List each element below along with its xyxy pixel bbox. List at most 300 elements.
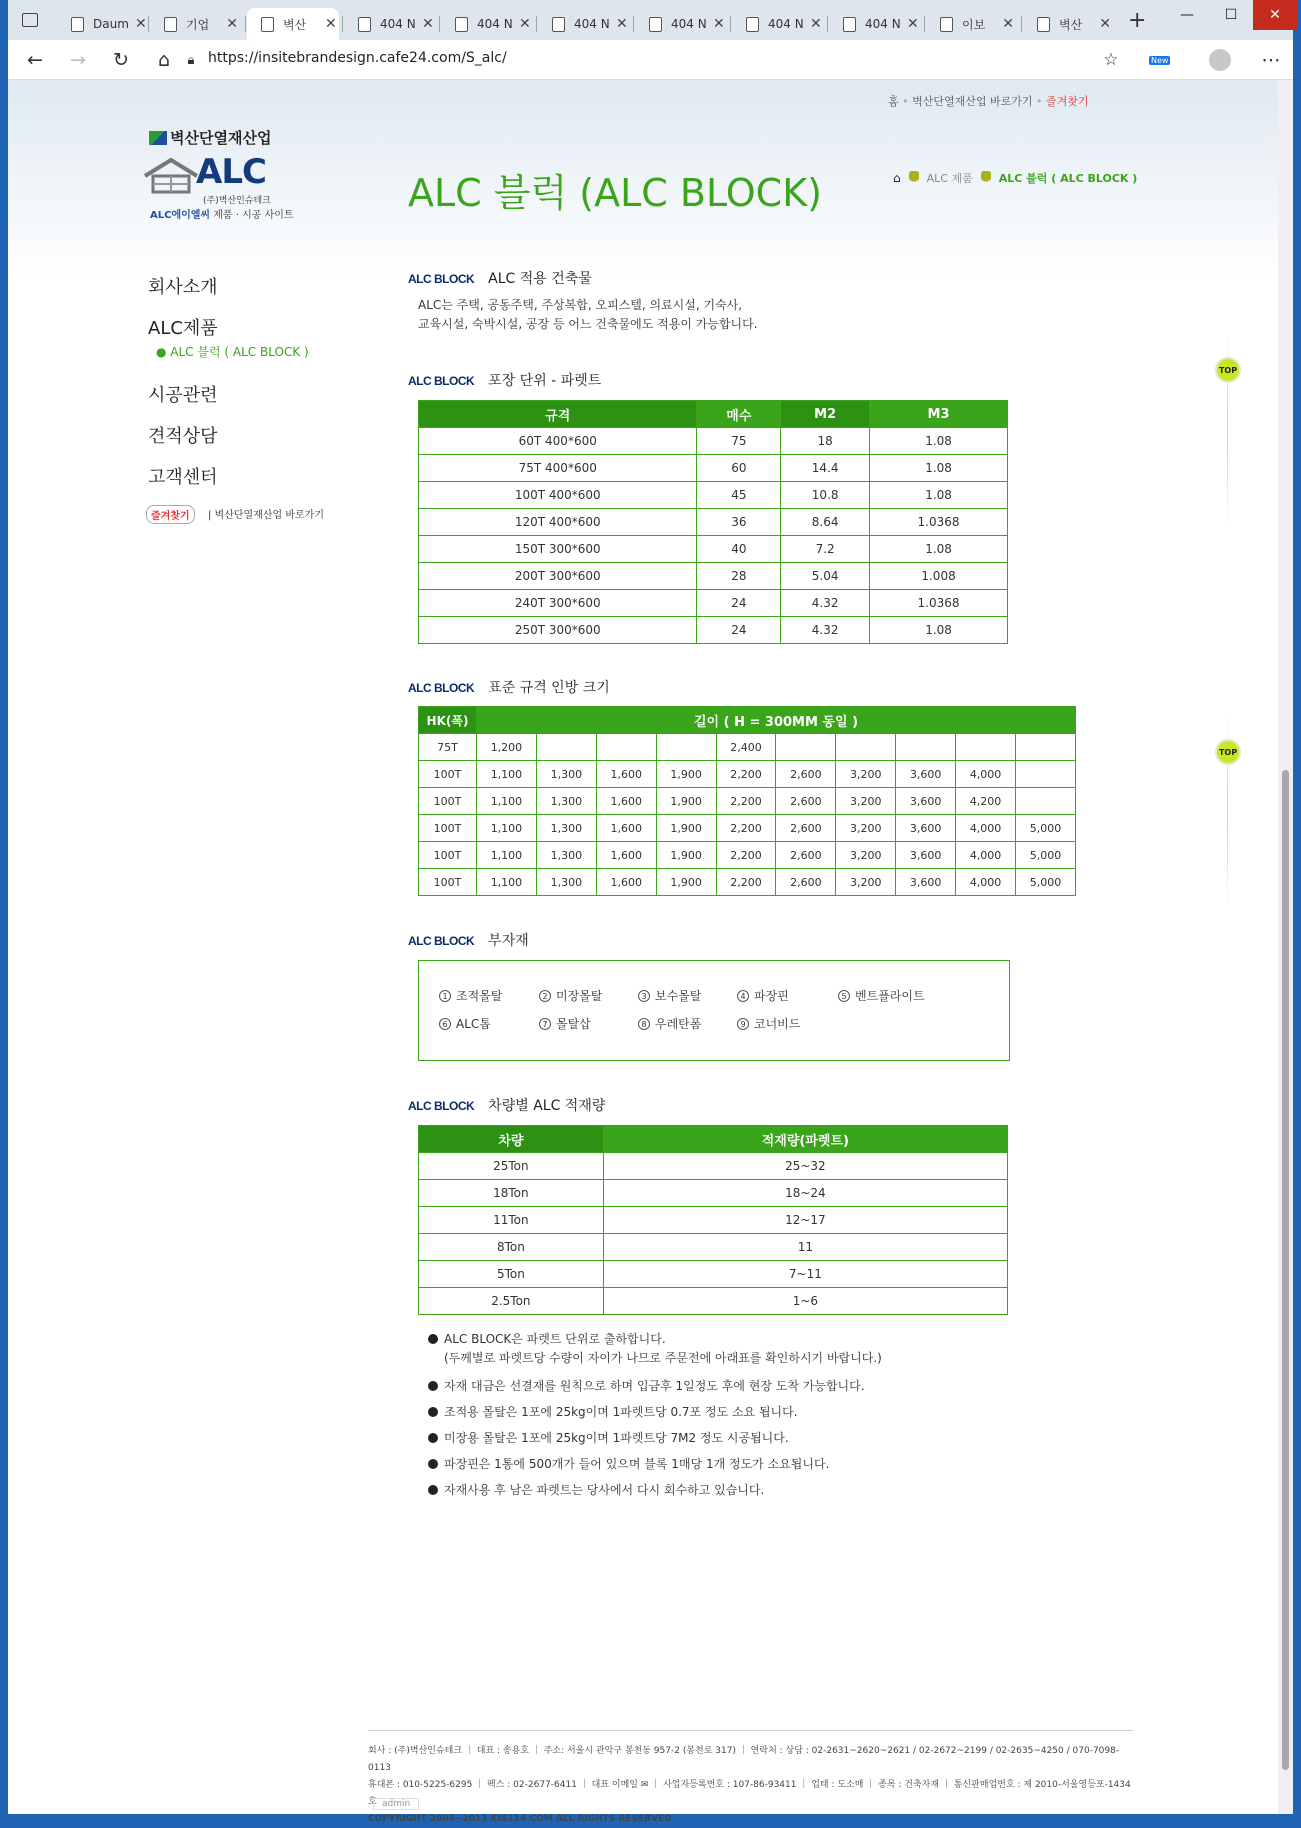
browser-tab[interactable]: [57, 8, 145, 40]
browser-tab[interactable]: [926, 8, 1014, 40]
more-menu-icon[interactable]: ⋯: [1261, 49, 1281, 71]
table-cell: 1,100: [477, 815, 537, 842]
number-badge: 8: [638, 1018, 650, 1030]
tab-close-icon[interactable]: ✕: [907, 16, 919, 32]
table-row: [419, 734, 1076, 761]
refresh-icon[interactable]: ↻: [113, 49, 129, 71]
tab-close-icon[interactable]: ✕: [519, 16, 531, 32]
company-logo[interactable]: [149, 127, 271, 148]
table-cell: 1.008: [870, 563, 1008, 590]
table-cell: 4,000: [956, 761, 1016, 788]
accessory-label: 조적몰탈: [456, 989, 503, 1003]
accessory-item: [539, 1015, 591, 1032]
table-cell: 1,600: [596, 815, 656, 842]
breadcrumb-item-current[interactable]: ALC 블럭 ( ALC BLOCK ): [998, 172, 1138, 185]
table-cell: 3,200: [836, 869, 896, 896]
table-cell: 1,100: [477, 761, 537, 788]
table-cell: 75T: [419, 734, 477, 761]
table-cell: 240T 300*600: [419, 590, 697, 617]
table-cell: 5.04: [781, 563, 870, 590]
section-tag: ALC BLOCK: [408, 272, 475, 286]
table-row: [419, 761, 1076, 788]
table-cell: 75T 400*600: [419, 455, 697, 482]
table-cell: 3,200: [836, 815, 896, 842]
sidebar-item-construction[interactable]: 시공관련: [148, 385, 218, 406]
table-row: [419, 482, 1008, 509]
page-viewport: [8, 80, 1278, 1824]
top-home-link[interactable]: 홈: [888, 95, 899, 108]
logo-sub-tagline: [150, 206, 294, 221]
page-icon: [164, 17, 177, 32]
table-cell: 3,600: [896, 761, 956, 788]
table-cell: 60: [697, 455, 781, 482]
number-badge: 6: [439, 1018, 451, 1030]
breadcrumb-home-icon[interactable]: ⌂: [893, 171, 901, 185]
accessory-label: 우레탄폼: [655, 1017, 702, 1031]
truck-header: 차량: [419, 1126, 604, 1153]
section-title: 부자재: [488, 933, 529, 949]
breadcrumb-item-alc[interactable]: ALC 제품: [926, 172, 973, 185]
sidebar-item-estimate[interactable]: 견적상담: [148, 426, 218, 447]
tab-label: 404 N: [477, 17, 513, 31]
table-cell: 2,200: [716, 788, 776, 815]
address-bar-row: [8, 40, 1293, 80]
accessory-item: [838, 987, 925, 1004]
accessory-item: [539, 987, 602, 1004]
table-cell: 2,200: [716, 761, 776, 788]
table-cell: 3,600: [896, 842, 956, 869]
table-cell: [1016, 761, 1076, 788]
table-row: [419, 509, 1008, 536]
table-row: [419, 1180, 1008, 1207]
table-cell: 2,200: [716, 842, 776, 869]
table-cell: 3,200: [836, 842, 896, 869]
house-logo-icon: [143, 158, 199, 194]
table-cell: [1016, 734, 1076, 761]
table-row: [419, 788, 1076, 815]
intro-text: [418, 296, 758, 334]
table-cell: 3,600: [896, 815, 956, 842]
table-cell: 150T 300*600: [419, 536, 697, 563]
page-icon: [71, 17, 84, 32]
tab-separator: [730, 16, 731, 32]
table-row: [419, 1207, 1008, 1234]
accessories-box: [418, 960, 1010, 1061]
table-cell: 3,600: [896, 788, 956, 815]
table-row: [419, 455, 1008, 482]
number-badge: 5: [838, 990, 850, 1002]
table-cell: 5Ton: [419, 1261, 604, 1288]
top-fav-link[interactable]: 즐겨찾기: [1046, 95, 1089, 108]
tab-separator: [924, 16, 925, 32]
table-cell: [596, 734, 656, 761]
packing-table: [418, 400, 1008, 644]
table-cell: [836, 734, 896, 761]
page-icon: [358, 17, 371, 32]
table-cell: 1,100: [477, 869, 537, 896]
browser-tab[interactable]: [732, 8, 820, 40]
table-cell: 1,600: [596, 842, 656, 869]
close-window-icon[interactable]: ✕: [1253, 0, 1297, 30]
table-cell: 75: [697, 428, 781, 455]
page-icon: [261, 17, 274, 32]
browser-tab[interactable]: [1023, 8, 1111, 40]
note-item: 자재 대금은 선결재를 원칙으로 하며 입금후 1일정도 후에 현장 도착 가능합니다.: [428, 1377, 865, 1394]
table-row: [419, 815, 1076, 842]
accessory-label: 보수몰탈: [655, 989, 702, 1003]
accessory-label: 코너비드: [754, 1017, 801, 1031]
table-cell: 1.0368: [870, 590, 1008, 617]
table-cell: 100T 400*600: [419, 482, 697, 509]
table-cell: 1.08: [870, 482, 1008, 509]
tree-icon: [981, 171, 991, 185]
section-title: 차량별 ALC 적재량: [488, 1098, 606, 1114]
table-cell: 1,600: [596, 869, 656, 896]
note-item: 미장용 몰탈은 1포에 25kg이며 1파렛트당 7M2 정도 시공됩니다.: [428, 1429, 789, 1446]
scroll-top-button[interactable]: TOP: [1215, 357, 1241, 383]
accessory-label: 파장핀: [754, 989, 789, 1003]
table-cell: 120T 400*600: [419, 509, 697, 536]
table-cell: 2,600: [776, 842, 836, 869]
note-item: 조적용 몰탈은 1포에 25kg이며 1파렛트당 0.7포 정도 소요 됩니다.: [428, 1403, 798, 1420]
browser-tab[interactable]: [538, 8, 626, 40]
table-cell: 100T: [419, 815, 477, 842]
table-cell: 14.4: [781, 455, 870, 482]
section-heading: [408, 268, 592, 288]
tab-label: 404 N: [671, 17, 707, 31]
page-icon: [649, 17, 662, 32]
section-title: 표준 규격 인방 크기: [488, 680, 610, 696]
table-row: [419, 1261, 1008, 1288]
table-cell: 100T: [419, 788, 477, 815]
table-cell: 1,200: [477, 734, 537, 761]
maximize-icon[interactable]: ☐: [1224, 7, 1238, 23]
logo-sub-company: (주)벽산인슈테크: [203, 196, 271, 206]
page-icon: [940, 17, 953, 32]
accessory-item: [439, 987, 502, 1004]
table-cell: 11: [603, 1234, 1007, 1261]
admin-link[interactable]: admin: [373, 1798, 419, 1810]
lock-icon[interactable]: 🔒︎: [187, 52, 195, 68]
back-icon[interactable]: ←: [27, 49, 43, 71]
packing-header: 매수: [697, 401, 781, 428]
table-cell: [896, 734, 956, 761]
table-row: [419, 1288, 1008, 1315]
table-cell: 4,000: [956, 869, 1016, 896]
table-cell: 1,900: [656, 788, 716, 815]
table-cell: 2.5Ton: [419, 1288, 604, 1315]
favorites-star-icon[interactable]: ☆: [1103, 50, 1119, 70]
table-cell: 28: [697, 563, 781, 590]
table-cell: 24: [697, 617, 781, 644]
url-input[interactable]: https://insitebrandesign.cafe24.com/S_alc/: [208, 50, 507, 66]
table-cell: 4,000: [956, 842, 1016, 869]
tab-label: 이보: [962, 17, 986, 32]
new-tab-icon[interactable]: +: [1128, 8, 1147, 33]
table-cell: [1016, 788, 1076, 815]
tab-close-icon[interactable]: ✕: [135, 16, 147, 32]
profile-avatar[interactable]: [1209, 49, 1231, 71]
page-icon: [455, 17, 468, 32]
table-cell: 1.08: [870, 428, 1008, 455]
section-title: 포장 단위 - 파렛트: [488, 373, 602, 389]
table-cell: 18~24: [603, 1180, 1007, 1207]
table-cell: 1,300: [536, 761, 596, 788]
table-cell: 4,200: [956, 788, 1016, 815]
table-cell: 8.64: [781, 509, 870, 536]
table-row: [419, 869, 1076, 896]
browser-tab[interactable]: [150, 8, 238, 40]
table-cell: 1,300: [536, 869, 596, 896]
intro-line: 교육시설, 숙박시설, 공장 등 어느 건축물에도 적용이 가능합니다.: [418, 317, 758, 331]
note-item: 파장핀은 1통에 500개가 들어 있으며 블록 1매당 1개 정도가 소요됩니다.: [428, 1455, 829, 1472]
table-cell: 4.32: [781, 617, 870, 644]
table-cell: [776, 734, 836, 761]
table-cell: 12~17: [603, 1207, 1007, 1234]
note-sub: (두께별로 파렛트당 수량이 자이가 나므로 주문전에 아래표를 확인하시기 바랍니다.): [444, 1351, 882, 1365]
browser-tab[interactable]: [829, 8, 917, 40]
number-badge: 9: [737, 1018, 749, 1030]
table-cell: [956, 734, 1016, 761]
table-cell: 2,400: [716, 734, 776, 761]
logo-alc-text: ALC: [196, 152, 266, 192]
table-cell: 60T 400*600: [419, 428, 697, 455]
table-cell: 8Ton: [419, 1234, 604, 1261]
table-cell: 1,900: [656, 761, 716, 788]
lintel-table: [418, 706, 1076, 896]
table-cell: 18Ton: [419, 1180, 604, 1207]
number-badge: 4: [737, 990, 749, 1002]
tab-separator: [633, 16, 634, 32]
table-cell: 24: [697, 590, 781, 617]
table-cell: 1,900: [656, 869, 716, 896]
bsk-shortcut-link[interactable]: | 벽산단열재산업 바로가기: [208, 510, 324, 521]
lintel-header-length: 길이 ( H = 300MM 동일 ): [477, 707, 1076, 734]
tab-close-icon[interactable]: ✕: [422, 16, 434, 32]
table-row: [419, 536, 1008, 563]
table-cell: 3,600: [896, 869, 956, 896]
logo-sub-rest: 제품 · 시공 사이트: [210, 210, 294, 221]
browser-tab[interactable]: [247, 8, 339, 40]
sidebar-item-customer[interactable]: 고객센터: [148, 467, 218, 488]
tab-actions-icon[interactable]: [22, 13, 38, 27]
footer-line: 회사 : (주)벽산인슈테크 ｜ 대표 : 송용호 ｜ 주소: 서울시 관악구 봉천동 957-2 (봉천로 317) ｜ 연락처 : 상담 : 02-2631~2620~2621 / 02-2672~2199 / 02-2635~4250 / 070-7098-0113: [368, 1746, 1120, 1773]
packing-header: 규격: [419, 401, 697, 428]
scrollbar-thumb[interactable]: [1282, 770, 1289, 1770]
number-badge: 2: [539, 990, 551, 1002]
intro-line: ALC는 주택, 공동주택, 주상복합, 오피스텔, 의료시설, 기숙사,: [418, 298, 743, 312]
table-cell: 1.08: [870, 536, 1008, 563]
forward-icon[interactable]: →: [70, 49, 86, 71]
page-scrollbar[interactable]: [1278, 80, 1293, 1814]
table-cell: 1,300: [536, 815, 596, 842]
accessory-label: 벤트플라이트: [855, 989, 925, 1003]
note-item: ALC BLOCK은 파렛트 단위로 출하합니다.: [428, 1330, 666, 1347]
table-cell: [536, 734, 596, 761]
table-cell: 45: [697, 482, 781, 509]
note-item: 자재사용 후 남은 파렛트는 당사에서 다시 회수하고 있습니다.: [428, 1481, 764, 1498]
minimize-icon[interactable]: —: [1180, 7, 1194, 23]
number-badge: 3: [638, 990, 650, 1002]
tree-icon: [909, 171, 919, 185]
table-cell: 10.8: [781, 482, 870, 509]
page-title: ALC 블럭 (ALC BLOCK): [408, 171, 822, 215]
tab-separator: [342, 16, 343, 32]
table-cell: 36: [697, 509, 781, 536]
table-row: [419, 590, 1008, 617]
table-cell: 3,200: [836, 761, 896, 788]
tab-label: 404 N: [865, 17, 901, 31]
packing-header: M3: [870, 401, 1008, 428]
tab-label: 벽산: [1059, 17, 1083, 32]
section-heading: [408, 677, 610, 697]
table-cell: 1.08: [870, 617, 1008, 644]
table-cell: 4.32: [781, 590, 870, 617]
top-bsk-link[interactable]: 벽산단열재산업 바로가기: [912, 95, 1033, 108]
table-cell: 1,600: [596, 761, 656, 788]
page-icon: [1037, 17, 1050, 32]
table-cell: 25~32: [603, 1153, 1007, 1180]
table-cell: 1.08: [870, 455, 1008, 482]
sidebar-subitem-alc-block[interactable]: ● ALC 블럭 ( ALC BLOCK ): [156, 345, 309, 359]
section-tag: ALC BLOCK: [408, 681, 475, 695]
table-cell: 1~6: [603, 1288, 1007, 1315]
table-cell: 100T: [419, 869, 477, 896]
tab-separator: [536, 16, 537, 32]
table-cell: 5,000: [1016, 842, 1076, 869]
table-cell: 200T 300*600: [419, 563, 697, 590]
table-row: [419, 617, 1008, 644]
tab-close-icon[interactable]: ✕: [325, 16, 337, 32]
table-row: [419, 563, 1008, 590]
table-cell: 2,600: [776, 869, 836, 896]
tab-separator: [439, 16, 440, 32]
section-tag: ALC BLOCK: [408, 1099, 475, 1113]
section-heading: [408, 370, 601, 390]
table-cell: 2,600: [776, 788, 836, 815]
table-cell: 2,200: [716, 869, 776, 896]
section-title: ALC 적용 건축물: [488, 271, 592, 287]
footer-line: 휴대폰 : 010-5225-6295 ｜ 팩스 : 02-2677-6411 ｜ 대표 이메일 ✉ ｜ 사업자등록번호 : 107-86-93411 ｜ 업태 : 도소매 ｜ 종목 : 건축자재 ｜ 통신판매업번호 : 제 2010-서울영등포-1434호: [368, 1780, 1131, 1807]
table-cell: 100T: [419, 842, 477, 869]
favorite-button[interactable]: 즐겨찾기: [146, 505, 195, 524]
tab-close-icon[interactable]: ✕: [810, 16, 822, 32]
table-cell: 2,600: [776, 761, 836, 788]
section-heading: [408, 930, 529, 950]
footer-copyright: COPYRIGHT 2004~2013 KIS114.COM ALL RIGHTS RESERVED: [368, 1814, 672, 1824]
logo-sub-brand: ALC에이엘씨: [150, 210, 211, 221]
tab-label: 벽산: [283, 17, 307, 32]
table-cell: 1,300: [536, 842, 596, 869]
tab-label: 404 N: [380, 17, 416, 31]
scroll-top-button[interactable]: TOP: [1215, 739, 1241, 765]
tab-label: 기업: [186, 17, 210, 32]
table-cell: 4,000: [956, 815, 1016, 842]
table-cell: 7.2: [781, 536, 870, 563]
section-tag: ALC BLOCK: [408, 374, 475, 388]
number-badge: 1: [439, 990, 451, 1002]
accessory-item: [638, 987, 701, 1004]
table-cell: 25Ton: [419, 1153, 604, 1180]
number-badge: 7: [539, 1018, 551, 1030]
tab-close-icon[interactable]: ✕: [1099, 16, 1111, 32]
tab-separator: [245, 16, 246, 32]
accessory-item: [638, 1015, 701, 1032]
table-cell: 3,200: [836, 788, 896, 815]
browser-tab[interactable]: [635, 8, 723, 40]
sidebar-item-company[interactable]: 회사소개: [148, 277, 218, 298]
table-row: [419, 428, 1008, 455]
table-cell: 250T 300*600: [419, 617, 697, 644]
tab-close-icon[interactable]: ✕: [226, 16, 238, 32]
table-cell: 1,600: [596, 788, 656, 815]
top-utility-nav: 홈 • 벽산단열재산업 바로가기 • 즐겨찾기: [888, 95, 1089, 108]
table-cell: 1,900: [656, 815, 716, 842]
table-row: [419, 1153, 1008, 1180]
table-row: [419, 842, 1076, 869]
packing-header: M2: [781, 401, 870, 428]
browser-tab[interactable]: [344, 8, 432, 40]
table-cell: 100T: [419, 761, 477, 788]
table-cell: 7~11: [603, 1261, 1007, 1288]
mountain-logo-icon: [149, 131, 167, 145]
tab-close-icon[interactable]: ✕: [1002, 16, 1014, 32]
section-heading: [408, 1095, 605, 1115]
page-icon: [843, 17, 856, 32]
truck-table: [418, 1125, 1008, 1315]
table-cell: 40: [697, 536, 781, 563]
accessory-label: 미장몰탈: [556, 989, 603, 1003]
tab-label: Daum: [93, 17, 129, 31]
table-cell: 1.0368: [870, 509, 1008, 536]
table-cell: 1,100: [477, 842, 537, 869]
logo-company-name: 벽산단열재산업: [170, 129, 272, 147]
table-cell: 5,000: [1016, 869, 1076, 896]
table-cell: 11Ton: [419, 1207, 604, 1234]
tab-separator: [827, 16, 828, 32]
tab-separator: [1021, 16, 1022, 32]
sidebar-item-alc[interactable]: ALC제품: [148, 318, 218, 339]
tab-label: 404 N: [574, 17, 610, 31]
table-cell: 2,600: [776, 815, 836, 842]
lintel-header-width: HK(폭): [419, 707, 477, 734]
browser-tab[interactable]: [441, 8, 529, 40]
section-tag: ALC BLOCK: [408, 934, 475, 948]
accessory-label: ALC톱: [456, 1017, 491, 1031]
page-icon: [746, 17, 759, 32]
tab-label: 404 N: [768, 17, 804, 31]
accessory-label: 몰탈삽: [556, 1017, 591, 1031]
table-row: [419, 1234, 1008, 1261]
accessory-item: [737, 987, 789, 1004]
tab-strip: [8, 0, 1293, 40]
home-icon[interactable]: ⌂: [157, 49, 171, 71]
new-badge[interactable]: New: [1151, 56, 1169, 65]
accessory-item: [737, 1015, 800, 1032]
tab-separator: [148, 16, 149, 32]
table-cell: 2,200: [716, 815, 776, 842]
table-cell: [656, 734, 716, 761]
accessory-item: [439, 1015, 491, 1032]
page-icon: [552, 17, 565, 32]
table-cell: 1,100: [477, 788, 537, 815]
table-cell: 1,300: [536, 788, 596, 815]
tab-close-icon[interactable]: ✕: [616, 16, 628, 32]
footer: [368, 1730, 1133, 1828]
breadcrumb: [893, 170, 1137, 186]
table-cell: 5,000: [1016, 815, 1076, 842]
tab-close-icon[interactable]: ✕: [713, 16, 725, 32]
